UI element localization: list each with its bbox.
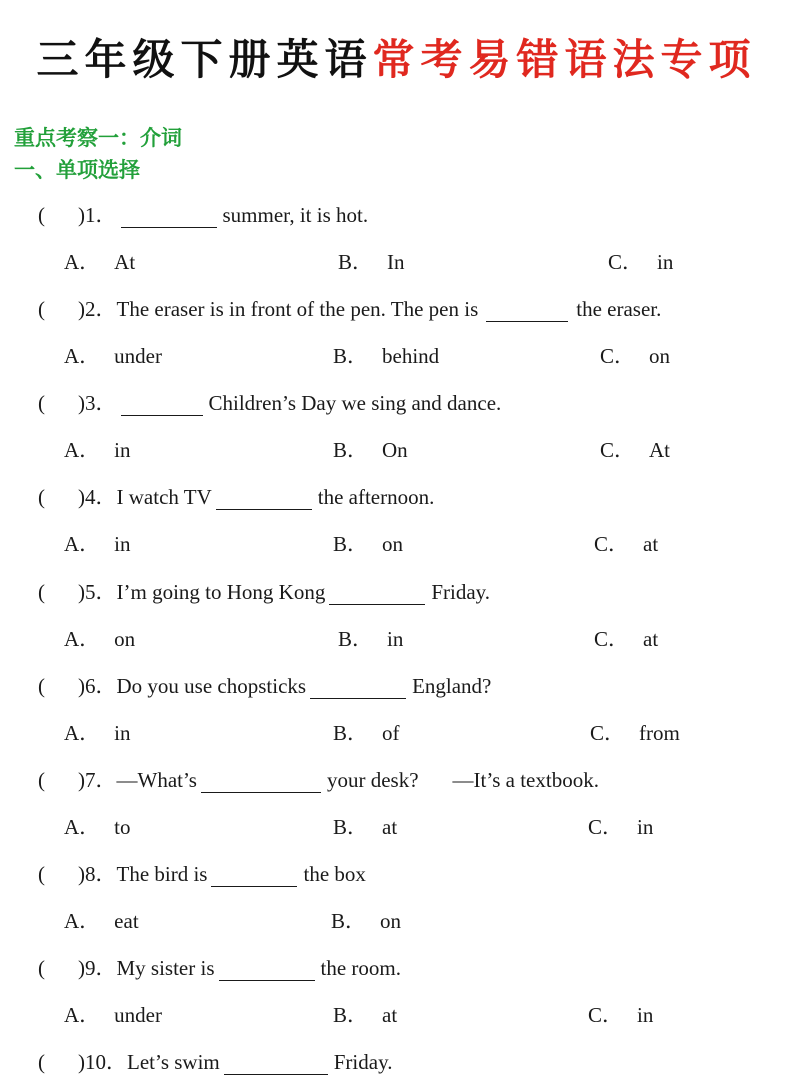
option-letter: A．	[64, 909, 101, 933]
option-c[interactable]	[608, 247, 673, 277]
option-letter: B．	[333, 344, 369, 368]
question-text-before: Let’s swim	[127, 1050, 220, 1074]
question-5	[38, 577, 490, 607]
question-number: )7．	[78, 768, 117, 792]
option-letter: C．	[600, 344, 636, 368]
question-number: )2．	[78, 297, 117, 321]
option-c[interactable]	[594, 624, 658, 654]
option-c[interactable]	[588, 812, 653, 842]
question-text-before: —What’s	[116, 768, 197, 792]
option-text: under	[114, 344, 162, 368]
subsection-heading: 一、单项选择	[14, 158, 140, 182]
section-heading: 重点考察一：介词	[14, 126, 182, 150]
option-letter: C．	[594, 532, 630, 556]
fill-in-blank[interactable]	[201, 770, 321, 793]
title-black-part: 三年级下册英语	[36, 35, 373, 84]
question-number: )5．	[78, 580, 117, 604]
option-letter: A．	[64, 250, 101, 274]
option-b[interactable]	[333, 341, 439, 371]
option-c[interactable]	[594, 529, 658, 559]
option-letter: C．	[600, 438, 636, 462]
option-a[interactable]	[64, 906, 139, 936]
question-reply-text: —It’s a textbook.	[452, 768, 599, 792]
question-8	[38, 859, 366, 889]
answer-bracket[interactable]: (	[38, 391, 45, 415]
option-letter: B．	[333, 815, 369, 839]
option-text: on	[380, 909, 402, 933]
fill-in-blank[interactable]	[216, 487, 312, 510]
question-10	[38, 1047, 392, 1077]
fill-in-blank[interactable]	[121, 205, 217, 228]
question-number: )9．	[78, 956, 117, 980]
option-letter: B．	[333, 532, 369, 556]
option-text: at	[382, 815, 398, 839]
option-a[interactable]	[64, 1000, 162, 1030]
fill-in-blank[interactable]	[329, 582, 425, 605]
answer-bracket[interactable]: (	[38, 580, 45, 604]
question-3	[38, 388, 501, 418]
answer-bracket[interactable]: (	[38, 956, 45, 980]
question-text-before: The eraser is in front of the pen. The pen is	[116, 297, 479, 321]
question-text-after: your desk?	[326, 768, 419, 792]
option-b[interactable]	[333, 1000, 397, 1030]
option-letter: A．	[64, 438, 101, 462]
option-b[interactable]	[338, 624, 403, 654]
question-text-before: My sister is	[116, 956, 215, 980]
option-text: at	[382, 1003, 398, 1027]
option-letter: A．	[64, 815, 101, 839]
question-number: )10．	[78, 1050, 127, 1074]
question-9	[38, 953, 401, 983]
question-number: )1．	[78, 203, 117, 227]
option-letter: C．	[588, 1003, 624, 1027]
question-text-after: the box	[303, 862, 366, 886]
option-a[interactable]	[64, 812, 131, 842]
title-red-part: 常考易错语法专项	[372, 35, 757, 84]
option-text: in	[114, 532, 131, 556]
option-text: On	[382, 438, 408, 462]
option-c[interactable]	[590, 718, 680, 748]
option-text: on	[649, 344, 671, 368]
option-letter: C．	[588, 815, 624, 839]
fill-in-blank[interactable]	[310, 676, 406, 699]
option-letter: A．	[64, 344, 101, 368]
option-a[interactable]	[64, 529, 131, 559]
option-letter: C．	[594, 627, 630, 651]
fill-in-blank[interactable]	[211, 864, 297, 887]
option-letter: A．	[64, 627, 101, 651]
question-2	[38, 294, 661, 324]
option-text: to	[114, 815, 131, 839]
option-text: under	[114, 1003, 162, 1027]
answer-bracket[interactable]: (	[38, 485, 45, 509]
option-text: on	[382, 532, 404, 556]
option-text: behind	[382, 344, 440, 368]
option-c[interactable]	[600, 341, 670, 371]
option-letter: B．	[333, 1003, 369, 1027]
option-text: in	[114, 438, 131, 462]
option-text: from	[639, 721, 680, 745]
option-text: In	[387, 250, 405, 274]
question-number: )4．	[78, 485, 117, 509]
answer-bracket[interactable]: (	[38, 768, 45, 792]
option-letter: C．	[590, 721, 626, 745]
option-letter: A．	[64, 721, 101, 745]
question-text-after: Friday.	[333, 1050, 393, 1074]
question-text-after: England?	[412, 674, 492, 698]
option-b[interactable]	[333, 718, 400, 748]
option-text: on	[114, 627, 136, 651]
fill-in-blank[interactable]	[219, 958, 315, 981]
option-letter: B．	[331, 909, 367, 933]
fill-in-blank[interactable]	[121, 393, 203, 416]
option-a[interactable]	[64, 435, 131, 465]
option-text: in	[114, 721, 131, 745]
option-letter: B．	[333, 438, 369, 462]
option-text: At	[114, 250, 136, 274]
option-text: in	[637, 815, 654, 839]
option-letter: B．	[338, 250, 374, 274]
option-b[interactable]	[333, 435, 408, 465]
option-letter: A．	[64, 532, 101, 556]
option-a[interactable]	[64, 624, 135, 654]
question-text-after: Friday.	[431, 580, 491, 604]
question-number: )3．	[78, 391, 117, 415]
option-a[interactable]	[64, 341, 162, 371]
option-text: at	[643, 532, 659, 556]
option-text: at	[643, 627, 659, 651]
option-b[interactable]	[331, 906, 401, 936]
question-1	[38, 200, 368, 230]
question-7	[38, 765, 599, 795]
question-text-after: the afternoon.	[317, 485, 435, 509]
question-6	[38, 671, 491, 701]
question-text-before: Do you use chopsticks	[116, 674, 307, 698]
option-c[interactable]	[588, 1000, 653, 1030]
option-letter: B．	[333, 721, 369, 745]
option-text: in	[637, 1003, 654, 1027]
option-letter: B．	[338, 627, 374, 651]
question-number: )8．	[78, 862, 117, 886]
option-letter: A．	[64, 1003, 101, 1027]
question-text-after: Children’s Day we sing and dance.	[208, 391, 502, 415]
page-title	[0, 30, 793, 90]
answer-bracket[interactable]: (	[38, 862, 45, 886]
option-text: At	[649, 438, 671, 462]
question-number: )6．	[78, 674, 117, 698]
option-c[interactable]	[600, 435, 670, 465]
option-b[interactable]	[333, 529, 403, 559]
option-b[interactable]	[338, 247, 405, 277]
fill-in-blank[interactable]	[486, 299, 568, 322]
option-letter: C．	[608, 250, 644, 274]
question-text-before: I watch TV	[116, 485, 212, 509]
question-text-after: summer, it is hot.	[222, 203, 369, 227]
question-4	[38, 482, 434, 512]
option-b[interactable]	[333, 812, 397, 842]
option-text: in	[387, 627, 404, 651]
question-text-after: the room.	[320, 956, 401, 980]
answer-bracket[interactable]: (	[38, 297, 45, 321]
option-text: eat	[114, 909, 139, 933]
option-text: of	[382, 721, 400, 745]
question-text-before: The bird is	[116, 862, 208, 886]
answer-bracket[interactable]: (	[38, 674, 45, 698]
option-text: in	[657, 250, 674, 274]
question-text-before: I’m going to Hong Kong	[116, 580, 326, 604]
question-text-after: the eraser.	[576, 297, 662, 321]
option-a[interactable]	[64, 718, 131, 748]
answer-bracket[interactable]: (	[38, 203, 45, 227]
option-a[interactable]	[64, 247, 135, 277]
answer-bracket[interactable]: (	[38, 1050, 45, 1074]
